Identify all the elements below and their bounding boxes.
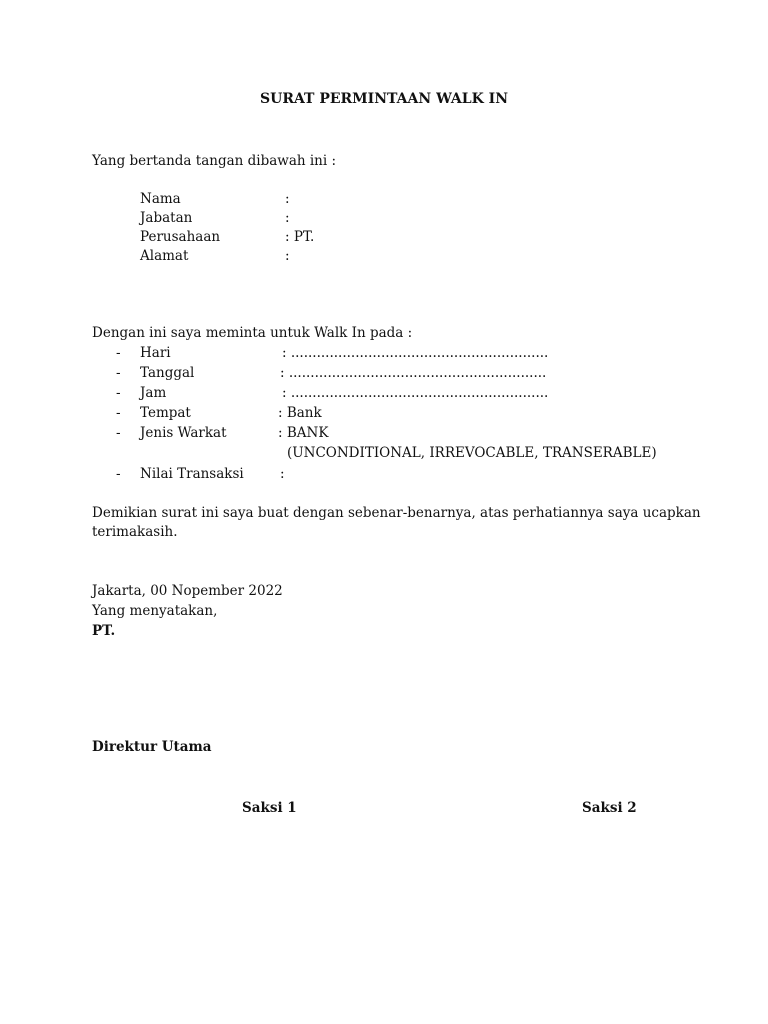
- identity-label-perusahaan: Perusahaan: [140, 229, 221, 245]
- identity-value-perusahaan: : PT.: [285, 229, 315, 245]
- identity-value-alamat: :: [285, 248, 290, 264]
- request-value-nilai-transaksi: :: [280, 466, 285, 482]
- request-label-jam: Jam: [140, 385, 167, 401]
- request-label-jenis-warkat: Jenis Warkat: [140, 425, 227, 441]
- request-label-nilai-transaksi: Nilai Transaksi: [140, 466, 244, 482]
- request-label-hari: Hari: [140, 345, 171, 361]
- declarer-text: Yang menyatakan,: [92, 603, 218, 619]
- request-dash: -: [116, 385, 121, 401]
- request-dash: -: [116, 345, 121, 361]
- request-value-jenis-warkat: : BANK: [278, 425, 329, 441]
- request-value-warkat-detail: (UNCONDITIONAL, IRREVOCABLE, TRANSERABLE): [287, 445, 657, 461]
- identity-value-nama: :: [285, 191, 290, 207]
- closing-line-2: terimakasih.: [92, 524, 178, 540]
- identity-label-nama: Nama: [140, 191, 181, 207]
- request-value-tempat: : Bank: [278, 405, 322, 421]
- request-value-tanggal: : ............................................................: [280, 365, 547, 381]
- request-label-tanggal: Tanggal: [140, 365, 195, 381]
- identity-label-alamat: Alamat: [140, 248, 189, 264]
- request-dash: -: [116, 405, 121, 421]
- company-name: PT.: [92, 623, 116, 639]
- closing-line-1: Demikian surat ini saya buat dengan sebenar-benarnya, atas perhatiannya saya ucapkan: [92, 505, 701, 521]
- request-dash: -: [116, 425, 121, 441]
- request-dash: -: [116, 466, 121, 482]
- request-value-hari: : ............................................................: [282, 345, 549, 361]
- identity-label-jabatan: Jabatan: [140, 210, 193, 226]
- document-title: SURAT PERMINTAAN WALK IN: [260, 91, 508, 107]
- witness-2-label: Saksi 2: [582, 800, 637, 816]
- intro-text: Yang bertanda tangan dibawah ini :: [92, 153, 337, 169]
- request-label-tempat: Tempat: [140, 405, 191, 421]
- witness-1-label: Saksi 1: [242, 800, 297, 816]
- identity-value-jabatan: :: [285, 210, 290, 226]
- place-date: Jakarta, 00 Nopember 2022: [92, 583, 283, 599]
- request-value-jam: : ............................................................: [282, 385, 549, 401]
- request-dash: -: [116, 365, 121, 381]
- request-intro: Dengan ini saya meminta untuk Walk In pada :: [92, 325, 413, 341]
- signer-title: Direktur Utama: [92, 739, 212, 755]
